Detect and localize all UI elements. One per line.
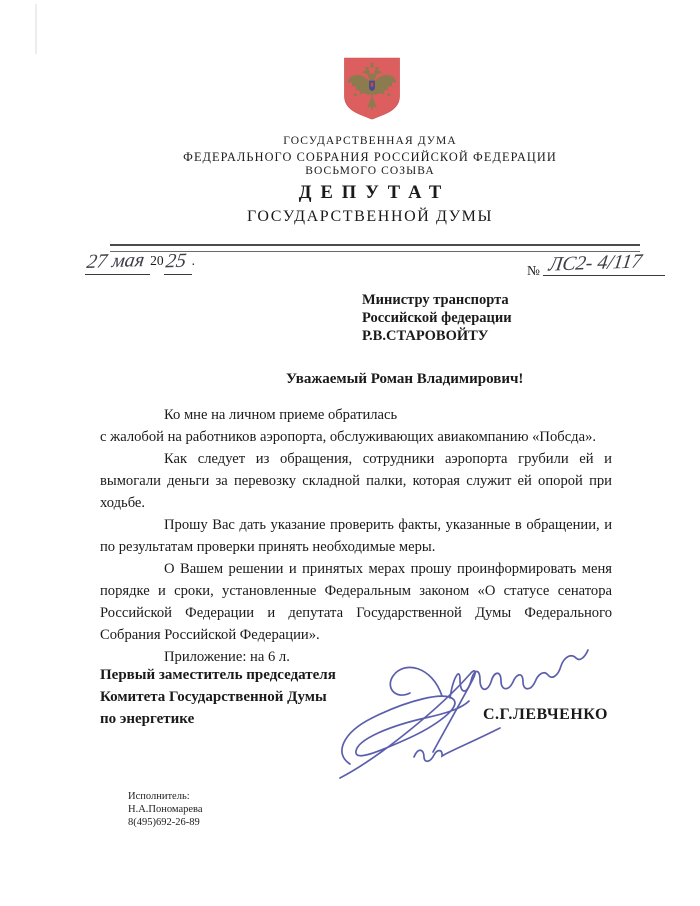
addressee-line: Р.В.СТАРОВОЙТУ <box>362 328 489 344</box>
scan-artifact-line <box>35 4 37 54</box>
executor-label: Исполнитель: <box>128 791 190 802</box>
paragraph-3: Прошу Вас дать указание проверить факты, указанные в обращении, и по результатам проверки принять необходимые меры. <box>100 517 612 555</box>
addressee-block <box>362 291 512 345</box>
paragraph-1-first-line: Ко мне на личном приеме обратилась <box>164 407 398 423</box>
executor-block <box>128 790 203 829</box>
signatory-position-line: по энергетике <box>100 711 195 727</box>
russian-coat-of-arms-icon <box>342 57 402 120</box>
org-name-line3: ВОСЬМОГО СОЗЫВА <box>305 165 435 177</box>
letterhead-title: ДЕПУТАТ <box>298 183 451 203</box>
paragraph-4: О Вашем решении и принятых мерах прошу проинформировать меня порядке и сроки, установленные Федеральным законом «О статусе сенатора Российской Федерации и депутата Государственной Думы Федерального Собрания Российской Федерации». <box>100 561 612 643</box>
signatory-position-block <box>100 664 336 730</box>
salutation: Уважаемый Роман Владимирович! <box>286 371 524 387</box>
document-number-line <box>527 252 665 276</box>
letterhead-subtitle: ГОСУДАРСТВЕННОЙ ДУМЫ <box>246 208 494 225</box>
addressee-line: Российской федерации <box>362 310 512 326</box>
org-name-line2: ФЕДЕРАЛЬНОГО СОБРАНИЯ РОССИЙСКОЙ ФЕДЕРАЦИИ <box>183 150 557 164</box>
number-underline-segment <box>543 252 665 276</box>
addressee-line: Министру транспорта <box>362 292 509 308</box>
signatory-position-line: Комитета Государственной Думы <box>100 689 327 705</box>
date-line <box>85 250 195 275</box>
paragraph-1-continuation: с жалобой на работников аэропорта, обслуживающих авиакомпанию «Побсда». <box>100 429 597 445</box>
signatory-name: С.Г.ЛЕВЧЕНКО <box>483 706 608 723</box>
paragraph-2: Как следует из обращения, сотрудники аэропорта грубили ей и вымогали деньги за перевозку складной палки, которая служит ей опорой при ходьбе. <box>100 451 612 511</box>
handwritten-year: 25 <box>164 249 188 273</box>
year-underline-segment <box>164 250 192 275</box>
date-period: . <box>191 253 195 268</box>
handwritten-document-number: ЛС2- 4/117 <box>547 250 644 276</box>
executor-phone: 8(495)692-26-89 <box>128 817 200 828</box>
printed-year-prefix: 20 <box>150 253 164 268</box>
executor-name: Н.А.Пономарева <box>128 804 203 815</box>
org-name-line1: ГОСУДАРСТВЕННАЯ ДУМА <box>283 135 457 147</box>
date-underline-segment <box>85 250 150 275</box>
number-sign-label: № <box>527 263 540 278</box>
letter-body <box>100 404 612 668</box>
attachment-note: Приложение: на 6 л. <box>164 649 290 665</box>
handwritten-date: 27 мая <box>85 249 146 273</box>
signatory-position-line: Первый заместитель председателя <box>100 667 336 683</box>
